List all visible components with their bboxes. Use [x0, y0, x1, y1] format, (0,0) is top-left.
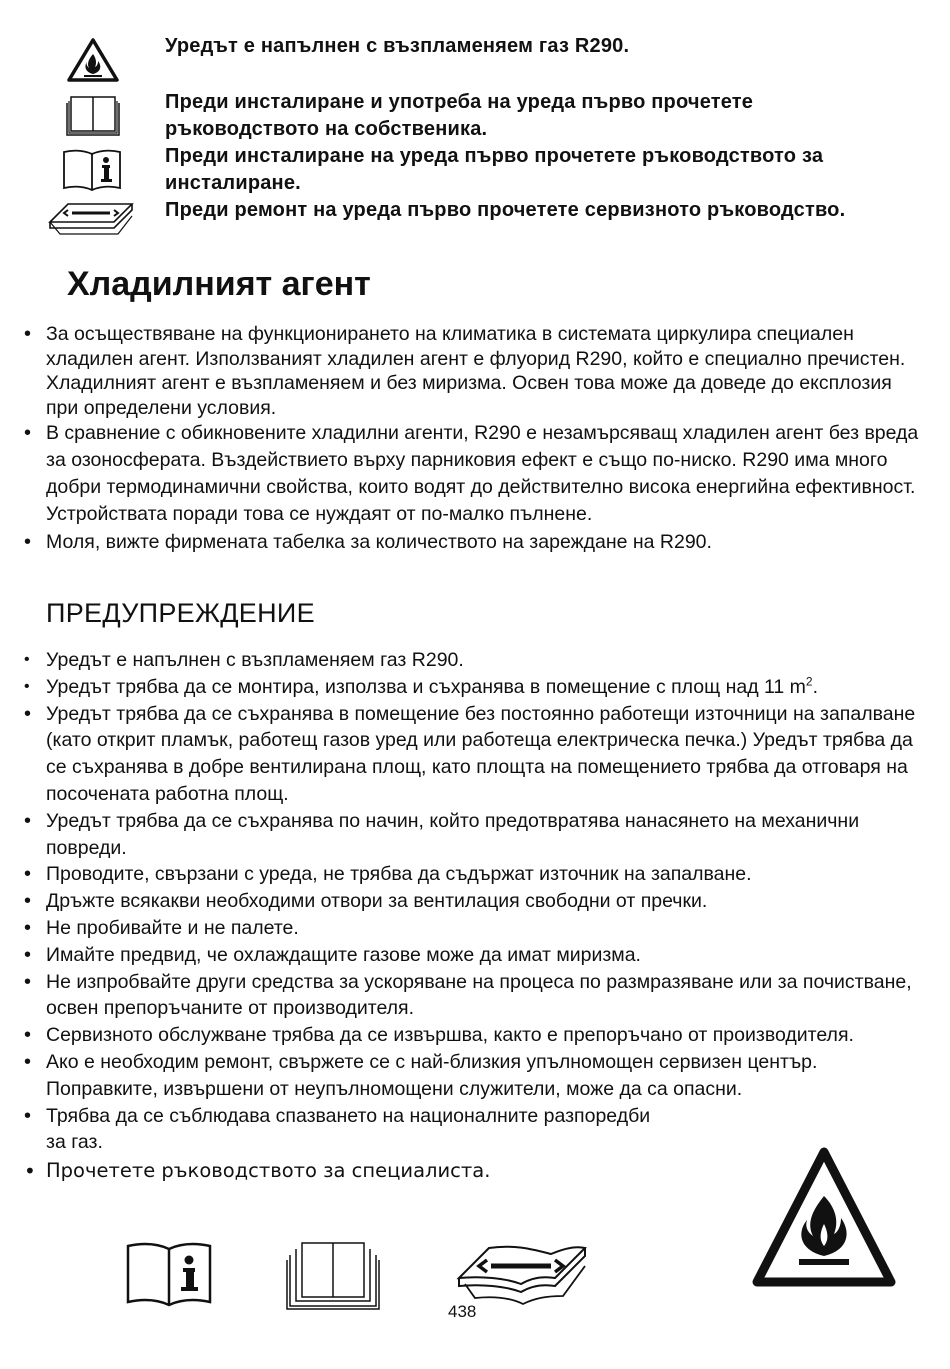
section-title-warning: ПРЕДУПРЕЖДЕНИЕ: [46, 598, 315, 628]
operator-manual-icon: [63, 94, 123, 138]
list-item: • За осъществяване на функционирането на климатика в системата циркулира специален хладилен агент. Използваният хладилен агент е флуорид R290, който е специално пречистен. Хладилният агент е възпламеняем и без миризма. Освен това може да доведе до експлозия при определени условия.: [22, 322, 927, 420]
list-item: • В сравнение с обикновените хладилни агенти, R290 е незамърсяващ хладилен агент без вреда за озоносферата. Въздействието върху парниковия ефект е също по-ниско. R290 има много добри термодинамични свойства, които водят до действително висока енергийна ефективност. Устройствата поради това се нуждаят от по-малко пълнене.: [22, 420, 927, 528]
list-item: • Сервизното обслужване трябва да се извършва, както е препоръчано от производителя.: [22, 1022, 927, 1049]
gas-regulation-line1: Трябва да се съблюдава спазването на националните разпоредби: [46, 1104, 651, 1127]
notice-operator-manual-line1: Преди инсталиране и употреба на уреда първо прочетете: [165, 91, 754, 113]
list-item: • Не пробивайте и не палете.: [22, 915, 927, 942]
area-requirement-end: .: [812, 675, 818, 698]
refrigerant-list: [22, 322, 927, 555]
list-item: [22, 674, 927, 701]
list-item: • Уредът трябва да се съхранява по начин, който предотвратява нанасянето на механични повреди.: [22, 808, 927, 862]
list-item: • Ако е необходим ремонт, свържете се с най-близкия упълномощен сервизен център. Поправките, извършени от неупълномощени служители, може да са опасни.: [22, 1049, 927, 1103]
list-item: • Не изпробвайте други средства за ускоряване на процеса по размразяване или за почистване, освен препоръчаните от производителя.: [22, 969, 927, 1023]
area-requirement-text: Уредът трябва да се монтира, използва и съхранява в помещение с площ над 11 m: [46, 675, 806, 698]
list-item: • Дръжте всякакви необходими отвори за вентилация свободни от пречки.: [22, 888, 927, 915]
list-item: • Моля, вижте фирмената табелка за количеството на зареждане на R290.: [22, 530, 927, 555]
list-item: • Уредът трябва да се съхранява в помещение без постоянно работещи източници на запалване (като открит пламък, работещ газов уред или работеща електрическа печка.) Уредът трябва да се съхранява в добре вентилирана площ, като площта на помещението трябва да отговаря на посочената работна площ.: [22, 701, 927, 808]
list-item: • Прочетете ръководството за специалиста.: [22, 1158, 927, 1185]
flammable-warning-icon: [66, 37, 120, 83]
installation-manual-icon: [61, 148, 123, 192]
gas-regulation-line2: за газ.: [46, 1131, 103, 1154]
flammable-warning-icon: [751, 1146, 897, 1288]
service-manual-icon: [455, 1240, 589, 1310]
notice-installation-manual-line2: инсталиране.: [165, 172, 301, 194]
service-manual-icon: [48, 198, 134, 240]
notice-service-manual: Преди ремонт на уреда първо прочетете сервизното ръководство.: [165, 199, 846, 221]
list-item: • Проводите, свързани с уреда, не трябва да съдържат източник на запалване.: [22, 861, 927, 888]
section-title-refrigerant: Хладилният агент: [67, 265, 371, 303]
page-number: 438: [448, 1302, 477, 1321]
notice-flammable: Уредът е напълнен с възпламеняем газ R290.: [165, 35, 630, 57]
installation-manual-icon: [124, 1240, 214, 1308]
list-item: • Уредът е напълнен с възпламеняем газ R290.: [22, 647, 927, 674]
operator-manual-icon: [284, 1240, 382, 1310]
area-unit-exponent: 2: [805, 674, 813, 689]
notice-installation-manual-line1: Преди инсталиране на уреда първо прочетете ръководството за: [165, 145, 824, 167]
notice-operator-manual-line2: ръководството на собственика.: [165, 118, 488, 140]
warning-list: [22, 647, 927, 1185]
list-item: • Имайте предвид, че охлаждащите газове може да имат миризма.: [22, 942, 927, 969]
